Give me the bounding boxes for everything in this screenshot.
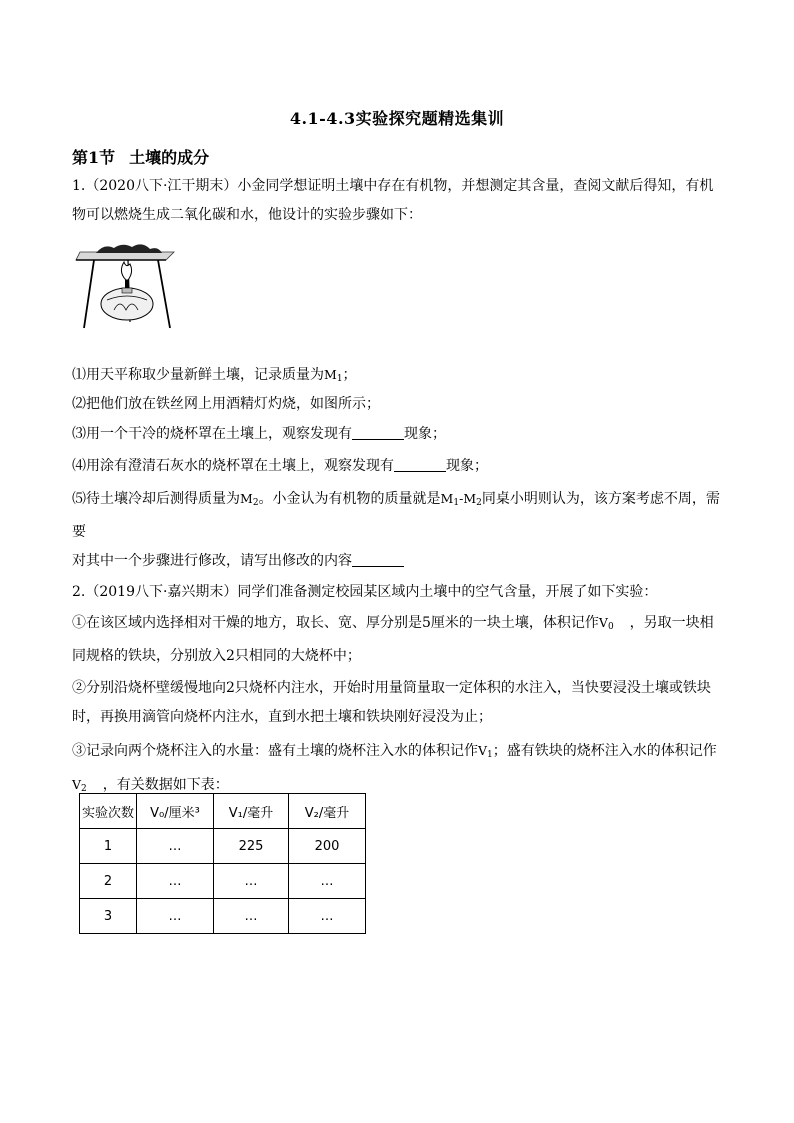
- q1-step-2: ⑵把他们放在铁丝网上用酒精灯灼烧，如图所示；: [72, 396, 380, 412]
- q2-intro: 2.（2019八下·嘉兴期末）同学们准备测定校园某区域内土壤中的空气含量，开展了如下实验：: [72, 584, 658, 600]
- answer-blank[interactable]: [352, 552, 404, 567]
- q1-step-1: ⑴用天平称取少量新鲜土壤，记录质量为$M_1$；: [72, 367, 357, 384]
- table-header-row: [80, 794, 366, 829]
- q2-step-2: ②分别沿烧杯壁缓慢地向2只烧杯内注水，开始时用量筒量取一定体积的水注入，当快要浸没土壤或铁块 时，再换用滴管向烧杯内注水，直到水把土壤和铁块刚好浸没为止；: [72, 680, 711, 725]
- table-cell: 225: [214, 829, 289, 864]
- table-cell: …: [289, 864, 366, 899]
- table-header: 实验次数: [80, 794, 137, 829]
- table-row: [80, 864, 366, 899]
- table-header: V₀/厘米³: [137, 794, 214, 829]
- table-cell: …: [214, 899, 289, 934]
- q2-step-1: ①在该区域内选择相对干燥的地方，取长、宽、厚分别是5厘米的一块土壤，体积记作$V_0$ ，另取一块相 同规格的铁块，分别放入2只相同的大烧杯中；: [72, 615, 714, 664]
- table-row: [80, 829, 366, 864]
- table-cell: 1: [80, 829, 137, 864]
- q1-step-4: ⑷用涂有澄清石灰水的烧杯罩在土壤上，观察发现有 现象；: [72, 458, 488, 474]
- page-title: 4.1-4.3实验探究题精选集训: [289, 109, 505, 128]
- table-cell: 3: [80, 899, 137, 934]
- q1-step-3: ⑶用一个干冷的烧杯罩在土壤上，观察发现有 现象；: [72, 426, 446, 442]
- section-number: 第1节: [72, 148, 116, 167]
- section-heading: [72, 145, 209, 168]
- data-table: [79, 793, 366, 934]
- table-header: V₂/毫升: [289, 794, 366, 829]
- q2-step-3: ③记录向两个烧杯注入的水量：盛有土壤的烧杯注入水的体积记作$V_1$；盛有铁块的烧杯注入水的体积记作 $V_2$ ，有关数据如下表：: [72, 743, 717, 794]
- table-cell: …: [137, 899, 214, 934]
- table-header: V₁/毫升: [214, 794, 289, 829]
- q1-step-5: ⑸待土壤冷却后测得质量为$M_2$。小金认为有机物的质量就是$M_1-M_2$同桌小明则认为，该方案考虑不周，需要 对其中一个步骤进行修改，请写出修改的内容: [72, 491, 720, 569]
- q1-intro: 1.（2020八下·江干期末）小金同学想证明土壤中存在有机物，并想测定其含量，查阅文献后得知，有机 物可以燃烧生成二氧化碳和水，他设计的实验步骤如下：: [72, 178, 714, 223]
- section-name: 土壤的成分: [129, 148, 210, 167]
- table-cell: …: [137, 864, 214, 899]
- table-cell: …: [137, 829, 214, 864]
- answer-blank[interactable]: [394, 457, 446, 472]
- table-cell: 2: [80, 864, 137, 899]
- table-row: [80, 899, 366, 934]
- table-cell: …: [289, 899, 366, 934]
- table-cell: 200: [289, 829, 366, 864]
- answer-blank[interactable]: [352, 425, 404, 440]
- table-cell: …: [214, 864, 289, 899]
- alcohol-lamp-apparatus-image: [74, 238, 180, 330]
